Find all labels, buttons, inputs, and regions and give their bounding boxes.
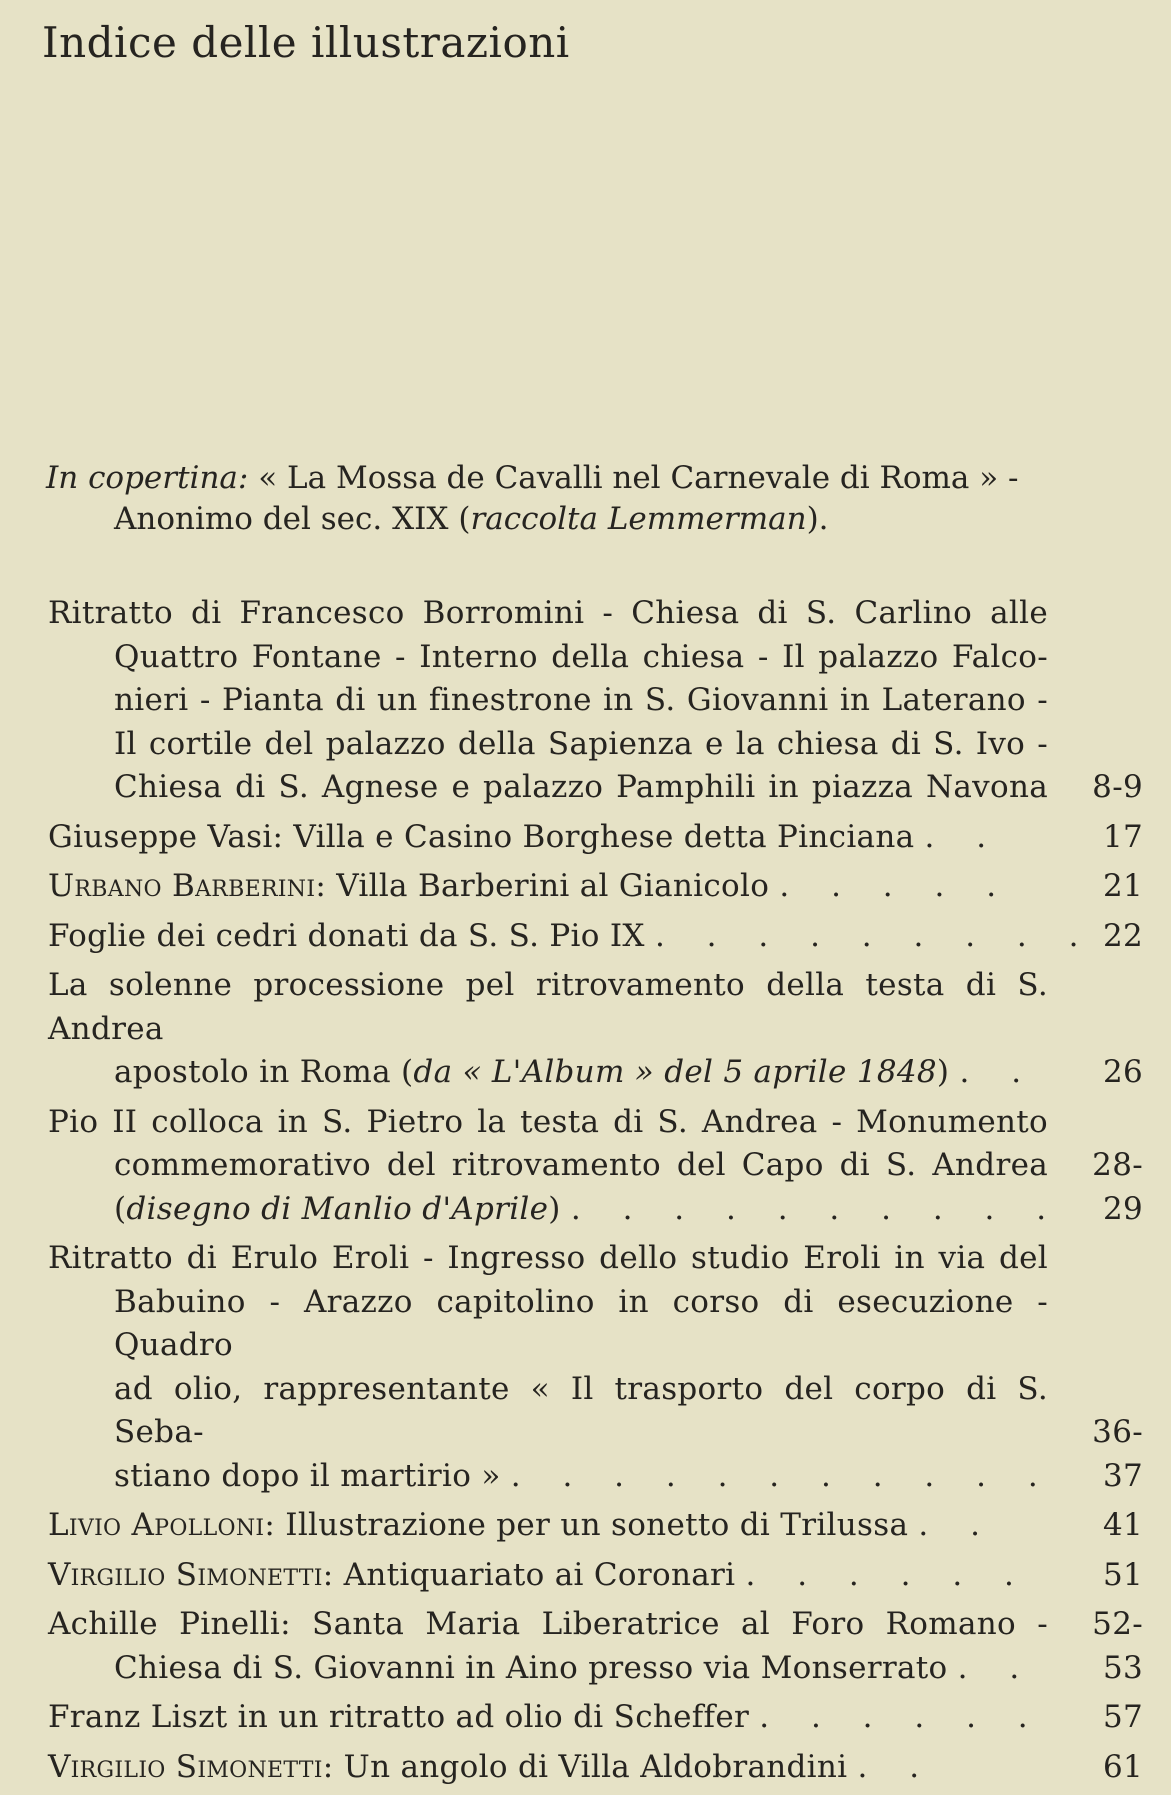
- dot-leader: . . . . . . . . . .: [570, 1190, 1063, 1227]
- entry-line: [48, 1504, 1048, 1548]
- entry-source: da « L'Album » del 5 aprile 1848: [413, 1054, 937, 1090]
- entry-text: ): [936, 1054, 950, 1090]
- cover-label: In copertina:: [46, 460, 249, 496]
- page-number: 51: [1102, 1556, 1143, 1593]
- dot-leader: . .: [957, 1649, 1036, 1686]
- author-name: Urbano Barberini: [48, 868, 316, 904]
- entry-text: Franz Liszt in un ritratto ad olio di Scheffer: [48, 1699, 750, 1735]
- page-number: 28-29: [1092, 1147, 1143, 1227]
- list-item: [48, 915, 1143, 959]
- list-item: [48, 1237, 1143, 1498]
- entry-line: [48, 1696, 1048, 1740]
- list-item: [48, 592, 1143, 810]
- entry-line: [48, 1188, 1063, 1232]
- entry-line: Il cortile del palazzo della Sapienza e la chiesa di S. Ivo -: [114, 725, 1048, 762]
- author-name: Livio Apolloni: [48, 1507, 265, 1543]
- list-item: [48, 1746, 1143, 1790]
- author-name: Virgilio Simonetti: [48, 1748, 323, 1785]
- dot-leader: . .: [959, 1054, 1038, 1090]
- entry-line: commemorativo del ritrovamento del Capo di S. Andrea: [114, 1147, 1048, 1183]
- entry-line: Ritratto di Erulo Eroli - Ingresso dello studio Eroli in via del: [48, 1240, 1048, 1276]
- entry-line: Quattro Fontane - Interno della chiesa - Il palazzo Falco-: [114, 638, 1048, 675]
- entry-line: [48, 1051, 1048, 1095]
- entry-line: [48, 816, 1048, 860]
- page-number: 52-53: [1092, 1606, 1143, 1686]
- entry-line: [48, 1554, 1048, 1598]
- entry-text: apostolo in Roma (: [114, 1054, 414, 1090]
- entry-text: : Un angolo di Villa Aldobrandini: [322, 1748, 848, 1785]
- author-name: Virgilio Simonetti: [48, 1556, 323, 1593]
- entry-text: Foglie dei cedri donati da S. S. Pio IX: [48, 917, 645, 954]
- page-number: 22: [1102, 917, 1143, 954]
- list-item: [48, 1554, 1143, 1598]
- entry-line: Babuino - Arazzo capitolino in corso di esecuzione - Quadro: [114, 1283, 1048, 1363]
- list-item: [48, 865, 1143, 909]
- list-item: [48, 1504, 1143, 1548]
- entry-text: Giuseppe Vasi: Villa e Casino Borghese detta Pinciana: [48, 818, 915, 855]
- page-number: 26: [1102, 1054, 1143, 1090]
- entry-source: disegno di Manlio d'Aprile: [126, 1190, 549, 1227]
- entry-line: Ritratto di Francesco Borromini - Chiesa di S. Carlino alle: [48, 595, 1048, 631]
- page-title: Indice delle illustrazioni: [42, 18, 570, 67]
- cover-line-1: [46, 458, 1041, 499]
- entry-text: : Villa Barberini al Gianicolo: [315, 868, 770, 904]
- page-number: 41: [1102, 1507, 1143, 1543]
- list-item: [48, 1603, 1143, 1690]
- cover-caption: [46, 458, 1041, 540]
- entry-line: [48, 1647, 1048, 1691]
- entry-line: Chiesa di S. Agnese e palazzo Pamphili in piazza Navona: [114, 769, 1048, 805]
- entry-text: ): [548, 1190, 561, 1227]
- cover-collection: raccolta Lemmerman: [470, 501, 807, 537]
- entry-line: [48, 915, 1095, 959]
- entry-text: (: [114, 1190, 127, 1227]
- dot-leader: . .: [857, 1748, 936, 1785]
- list-item: [48, 1696, 1143, 1740]
- dot-leader: . . . . . . . . . . .: [510, 1457, 1054, 1494]
- entry-text: : Antiquariato ai Coronari: [322, 1556, 736, 1593]
- cover-close: ).: [806, 501, 829, 537]
- entry-line: Pio II colloca in S. Pietro la testa di S. Andrea - Monumento: [48, 1103, 1048, 1140]
- entry-line: Achille Pinelli: Santa Maria Liberatrice al Foro Romano -: [48, 1606, 1048, 1642]
- dot-leader: . . . . .: [779, 868, 1013, 904]
- entry-line: ad olio, rappresentante « Il trasporto del corpo di S. Seba-: [114, 1370, 1048, 1450]
- dot-leader: . .: [924, 818, 1003, 855]
- cover-title: « La Mossa de Cavalli nel Carnevale di Roma » -: [258, 460, 1019, 496]
- illustration-list: [48, 592, 1143, 1795]
- page-number: 61: [1102, 1748, 1143, 1785]
- entry-line: La solenne processione pel ritrovamento della testa di S. Andrea: [48, 967, 1048, 1047]
- page-number: 8-9: [1092, 769, 1143, 805]
- entry-text: stiano dopo il martirio »: [114, 1457, 501, 1494]
- dot-leader: . . . . . .: [745, 1556, 1030, 1593]
- entry-line: [48, 1746, 1048, 1790]
- entry-line: [48, 1455, 1054, 1499]
- cover-attribution: Anonimo del sec. XIX (: [114, 501, 471, 537]
- entry-text: : Illustrazione per un sonetto di Trilussa: [264, 1507, 909, 1543]
- dot-leader: . .: [918, 1507, 996, 1543]
- dot-leader: . . . . . .: [759, 1699, 1044, 1735]
- dot-leader: . . . . . . . . .: [654, 917, 1095, 954]
- page-number: 36-37: [1092, 1414, 1143, 1494]
- page-number: 21: [1102, 868, 1143, 904]
- entry-line: nieri - Pianta di un finestrone in S. Giovanni in Laterano -: [114, 682, 1048, 718]
- list-item: [48, 816, 1143, 860]
- entry-text: Chiesa di S. Giovanni in Aino presso via Monserrato: [114, 1649, 948, 1686]
- entry-line: [48, 865, 1048, 909]
- cover-line-2: [46, 499, 1041, 540]
- list-item: [48, 964, 1143, 1095]
- page-number: 17: [1102, 818, 1143, 855]
- page-number: 57: [1102, 1699, 1143, 1735]
- list-item: [48, 1101, 1143, 1232]
